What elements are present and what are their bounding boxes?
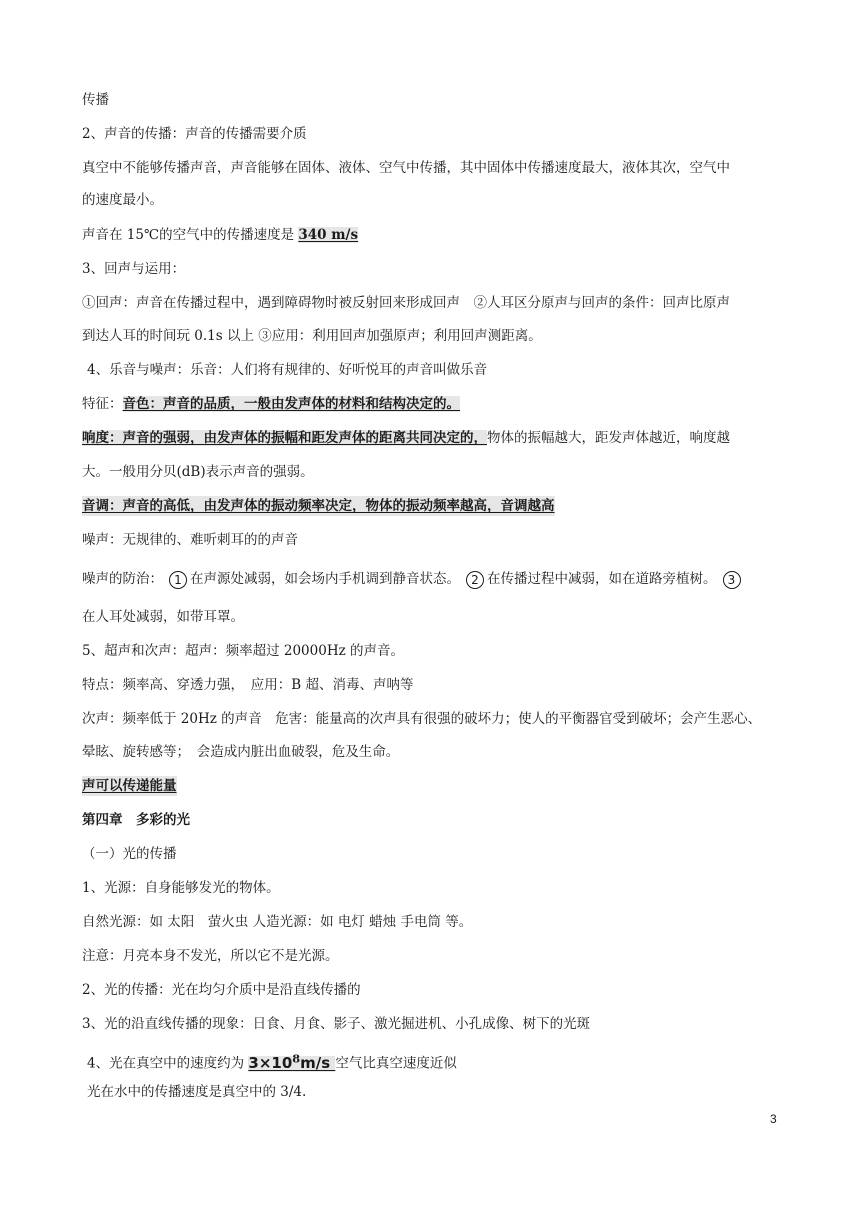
circled-number-2: 2 [466,571,484,589]
emphasized-text: 音调：声音的高低，由发声体的振动频率决定，物体的振动频率越高，音调越高 [82,498,555,514]
text-line [87,1048,457,1074]
emphasized-text: 340 m/s [298,227,359,243]
circled-number-1: 1 [169,571,187,589]
chapter-title: 第四章 多彩的光 [82,812,190,828]
text-line: 晕眩、旋转感等； 会造成内脏出血破裂，危及生命。 [82,744,400,760]
text-run: 在声源处减弱，如会场内手机调到静音状态。 [190,571,460,587]
text-line [82,394,460,414]
text-line: 次声：频率低于 20Hz 的声音 危害：能量高的次声具有很强的破坏力；使人的平衡器官受到破坏；会产生恶心、 [82,711,762,727]
text-line [82,428,730,448]
text-line: 传播 [82,92,109,108]
text-run: 声音在 15℃的空气中的传播速度是 [82,227,299,243]
page-number: 3 [770,1112,777,1126]
text-run: 在传播过程中减弱，如在道路旁植树。 [487,571,717,587]
text-line: 的速度最小。 [82,192,163,208]
text-line: 2、声音的传播：声音的传播需要介质 [82,126,307,142]
text-run: 特征： [82,396,123,412]
emphasized-text: 音色：声音的品质，一般由发声体的材料和结构决定的。 [122,396,460,412]
text-line [82,569,744,589]
formula-exponent: 8 [292,1051,301,1065]
text-line: 在人耳处减弱，如带耳罩。 [82,609,244,625]
text-line: 1、光源：自身能够发光的物体。 [82,880,280,896]
speed-of-light-value [248,1051,336,1072]
circled-number-3: 3 [723,571,741,589]
text-run: 噪声的防治： [82,571,163,587]
text-line: 2、光的传播：光在均匀介质中是沿直线传播的 [82,982,361,998]
text-line: 特点：频率高、穿透力强， 应用：B 超、消毒、声呐等 [82,677,414,693]
section-heading: （一）光的传播 [82,846,177,862]
section-heading: 4、乐音与噪声：乐音：人们将有规律的、好听悦耳的声音叫做乐音 [87,362,488,378]
text-line: 真空中不能够传播声音，声音能够在固体、液体、空气中传播，其中固体中传播速度最大，液体其次，空气中 [82,160,730,176]
text-line: 光在水中的传播速度是真空中的 3/4. [87,1084,307,1100]
text-line: 到达人耳的时间玩 0.1s 以上 ③应用：利用回声加强原声；利用回声测距离。 [82,328,542,344]
emphasized-text: 响度：声音的强弱，由发声体的振幅和距发声体的距离共同决定的， [82,430,487,446]
text-line: ①回声：声音在传播过程中，遇到障碍物时被反射回来形成回声 ②人耳区分原声与回声的条件：回声比原声 [82,295,730,311]
text-line: 3、光的沿直线传播的现象：日食、月食、影子、激光掘进机、小孔成像、树下的光斑 [82,1016,591,1032]
text-run: 空气比真空速度近似 [335,1055,457,1072]
section-heading: 5、超声和次声：超声：频率超过 20000Hz 的声音。 [82,643,405,659]
section-heading: 3、回声与运用： [82,261,186,277]
formula-base: 3×10 [248,1053,293,1072]
text-line: 自然光源：如 太阳 萤火虫 人造光源：如 电灯 蜡烛 手电筒 等。 [82,914,473,930]
text-line: 噪声：无规律的、难听刺耳的的声音 [82,532,298,548]
text-run: 物体的振幅越大，距发声体越近，响度越 [487,430,730,446]
text-run: 4、光在真空中的速度约为 [87,1055,249,1072]
text-line: 注意：月亮本身不发光，所以它不是光源。 [82,948,339,964]
formula-unit: m/s [300,1053,336,1072]
emphasized-text: 声可以传递能量 [82,778,177,794]
text-line: 大。一般用分贝(dB)表示声音的强弱。 [82,464,314,480]
text-line [82,225,358,245]
